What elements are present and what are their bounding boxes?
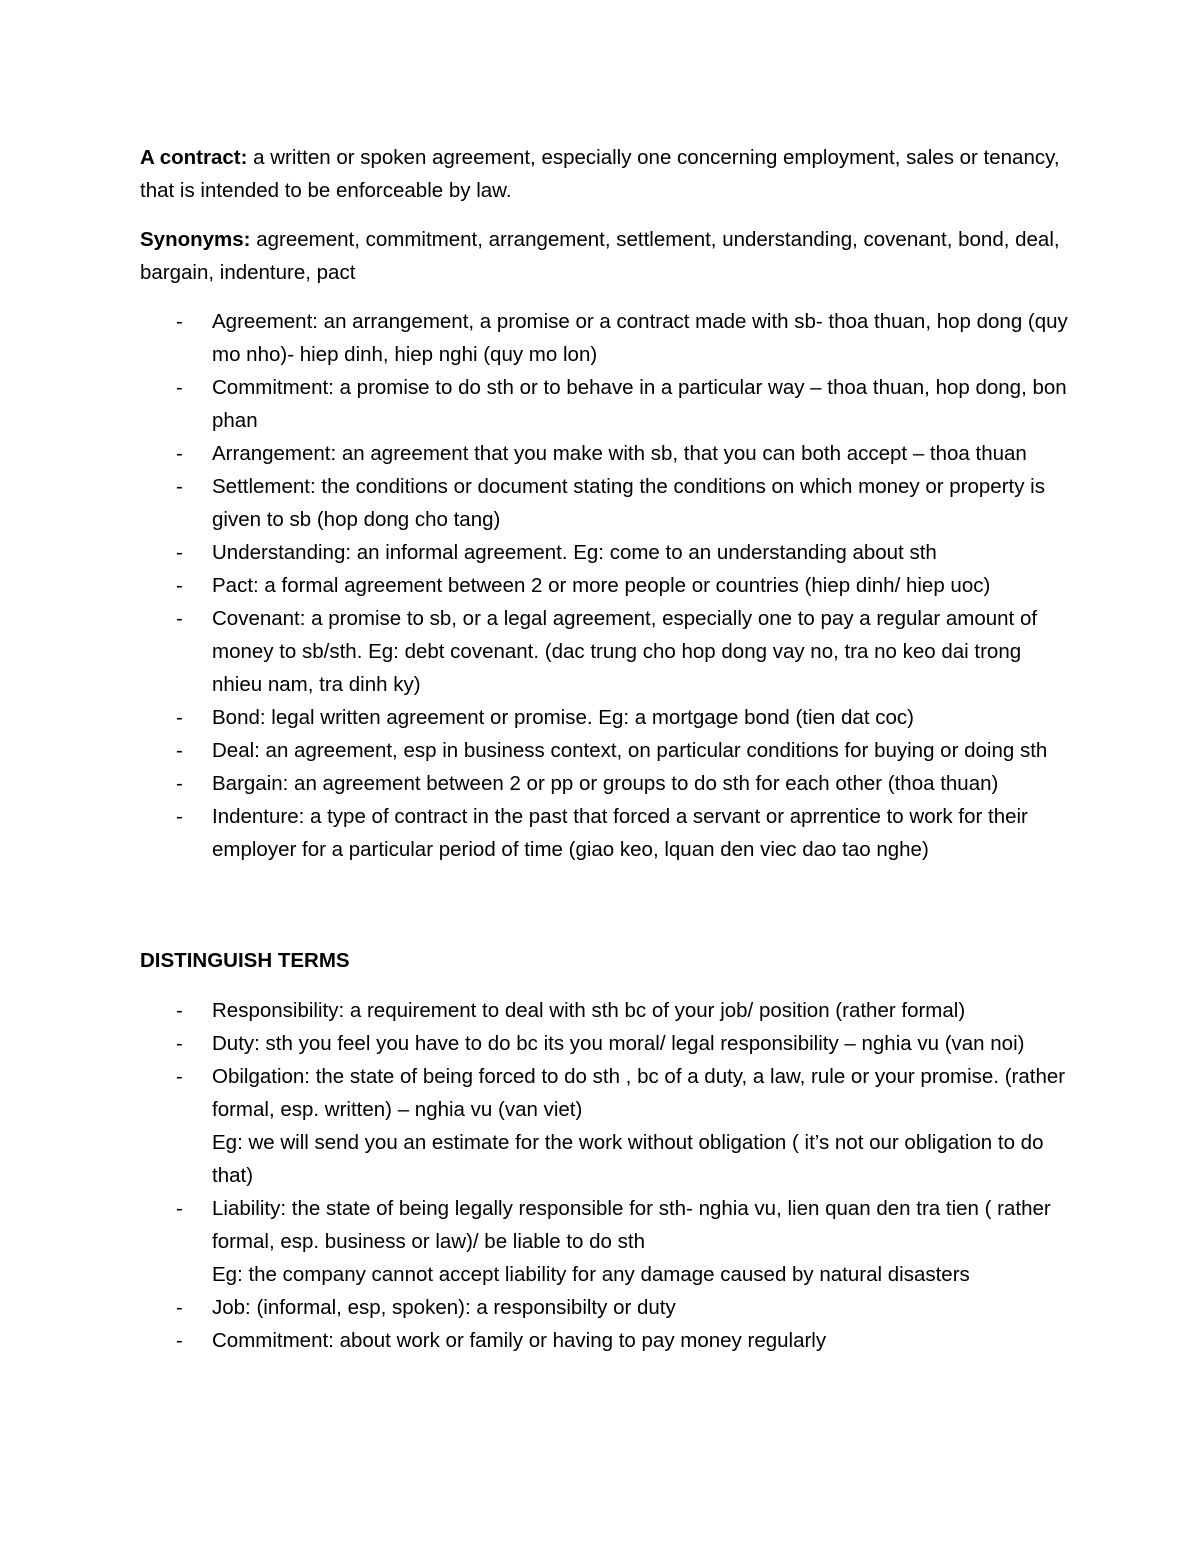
list-item <box>140 1027 1070 1060</box>
list-item <box>140 602 1070 701</box>
dash-bullet: - <box>176 310 183 333</box>
contract-definition-text: a written or spoken agreement, especially one concerning employment, sales or tenancy, that is intended to be enforceable by law. <box>140 146 1060 202</box>
list-item-text: Settlement: the conditions or document stating the conditions on which money or property is given to sb (hop dong cho tang) <box>212 475 1045 531</box>
list-item <box>140 536 1070 569</box>
list-item-example: Eg: the company cannot accept liability for any damage caused by natural disasters <box>212 1263 970 1286</box>
dash-bullet: - <box>176 1329 183 1352</box>
list-item <box>140 1192 1070 1291</box>
dash-bullet: - <box>176 574 183 597</box>
dash-bullet: - <box>176 607 183 630</box>
synonyms-paragraph <box>140 223 1070 289</box>
list-item <box>140 1291 1070 1324</box>
dash-bullet: - <box>176 706 183 729</box>
dash-bullet: - <box>176 376 183 399</box>
list-item <box>140 569 1070 602</box>
list-item-text: Duty: sth you feel you have to do bc its you moral/ legal responsibility – nghia vu (van noi) <box>212 1032 1025 1055</box>
synonyms-section <box>140 223 1070 289</box>
list-item <box>140 305 1070 371</box>
list-item <box>140 470 1070 536</box>
list-item-text: Indenture: a type of contract in the past that forced a servant or aprrentice to work for their employer for a particular period of time (giao keo, lquan den viec dao tao nghe) <box>212 805 1028 861</box>
list-item <box>140 734 1070 767</box>
list-item-text: Job: (informal, esp, spoken): a responsibilty or duty <box>212 1296 676 1319</box>
contract-definition <box>140 141 1070 207</box>
list-item-text: Agreement: an arrangement, a promise or a contract made with sb- thoa thuan, hop dong (quy mo nho)- hiep dinh, hiep nghi (quy mo lon) <box>212 310 1068 366</box>
dash-bullet: - <box>176 1032 183 1055</box>
distinguish-list <box>140 994 1070 1357</box>
contract-term: A contract: <box>140 146 248 169</box>
dash-bullet: - <box>176 475 183 498</box>
list-item-text: Bond: legal written agreement or promise. Eg: a mortgage bond (tien dat coc) <box>212 706 914 729</box>
list-item <box>140 701 1070 734</box>
list-item-example: Eg: we will send you an estimate for the work without obligation ( it’s not our obligation to do that) <box>212 1131 1044 1187</box>
list-item <box>140 437 1070 470</box>
list-item-text: Bargain: an agreement between 2 or pp or groups to do sth for each other (thoa thuan) <box>212 772 999 795</box>
synonyms-label: Synonyms: <box>140 228 251 251</box>
distinguish-heading: DISTINGUISH TERMS <box>140 949 350 972</box>
dash-bullet: - <box>176 442 183 465</box>
list-item-text: Arrangement: an agreement that you make with sb, that you can both accept – thoa thuan <box>212 442 1027 465</box>
list-item <box>140 994 1070 1027</box>
list-item-text: Commitment: a promise to do sth or to behave in a particular way – thoa thuan, hop dong, bon phan <box>212 376 1067 432</box>
dash-bullet: - <box>176 1296 183 1319</box>
list-item <box>140 1060 1070 1192</box>
list-item-text: Responsibility: a requirement to deal with sth bc of your job/ position (rather formal) <box>212 999 966 1022</box>
list-item-text: Pact: a formal agreement between 2 or more people or countries (hiep dinh/ hiep uoc) <box>212 574 991 597</box>
dash-bullet: - <box>176 805 183 828</box>
list-item-text: Understanding: an informal agreement. Eg: come to an understanding about sth <box>212 541 937 564</box>
list-item-text: Commitment: about work or family or having to pay money regularly <box>212 1329 827 1352</box>
dash-bullet: - <box>176 739 183 762</box>
synonyms-text: agreement, commitment, arrangement, settlement, understanding, covenant, bond, deal, bargain, indenture, pact <box>140 228 1060 284</box>
dash-bullet: - <box>176 772 183 795</box>
dash-bullet: - <box>176 1197 183 1220</box>
dash-bullet: - <box>176 541 183 564</box>
list-item-text: Liability: the state of being legally responsible for sth- nghia vu, lien quan den tra tien ( rather formal, esp. business or law)/ be liable to do sth <box>212 1197 1051 1253</box>
list-item-text: Deal: an agreement, esp in business context, on particular conditions for buying or doing sth <box>212 739 1048 762</box>
list-item-text: Obilgation: the state of being forced to do sth , bc of a duty, a law, rule or your promise. (rather formal, esp. written) – nghia vu (van viet) <box>212 1065 1066 1121</box>
list-item <box>140 800 1070 866</box>
list-item <box>140 767 1070 800</box>
synonym-list <box>140 305 1070 866</box>
contract-definition-paragraph <box>140 141 1070 207</box>
list-item <box>140 1324 1070 1357</box>
list-item <box>140 371 1070 437</box>
dash-bullet: - <box>176 1065 183 1088</box>
dash-bullet: - <box>176 999 183 1022</box>
list-item-text: Covenant: a promise to sb, or a legal agreement, especially one to pay a regular amount of money to sb/sth. Eg: debt covenant. (dac trung cho hop dong vay no, tra no keo dai trong nhieu nam, tra dinh ky) <box>212 607 1038 696</box>
